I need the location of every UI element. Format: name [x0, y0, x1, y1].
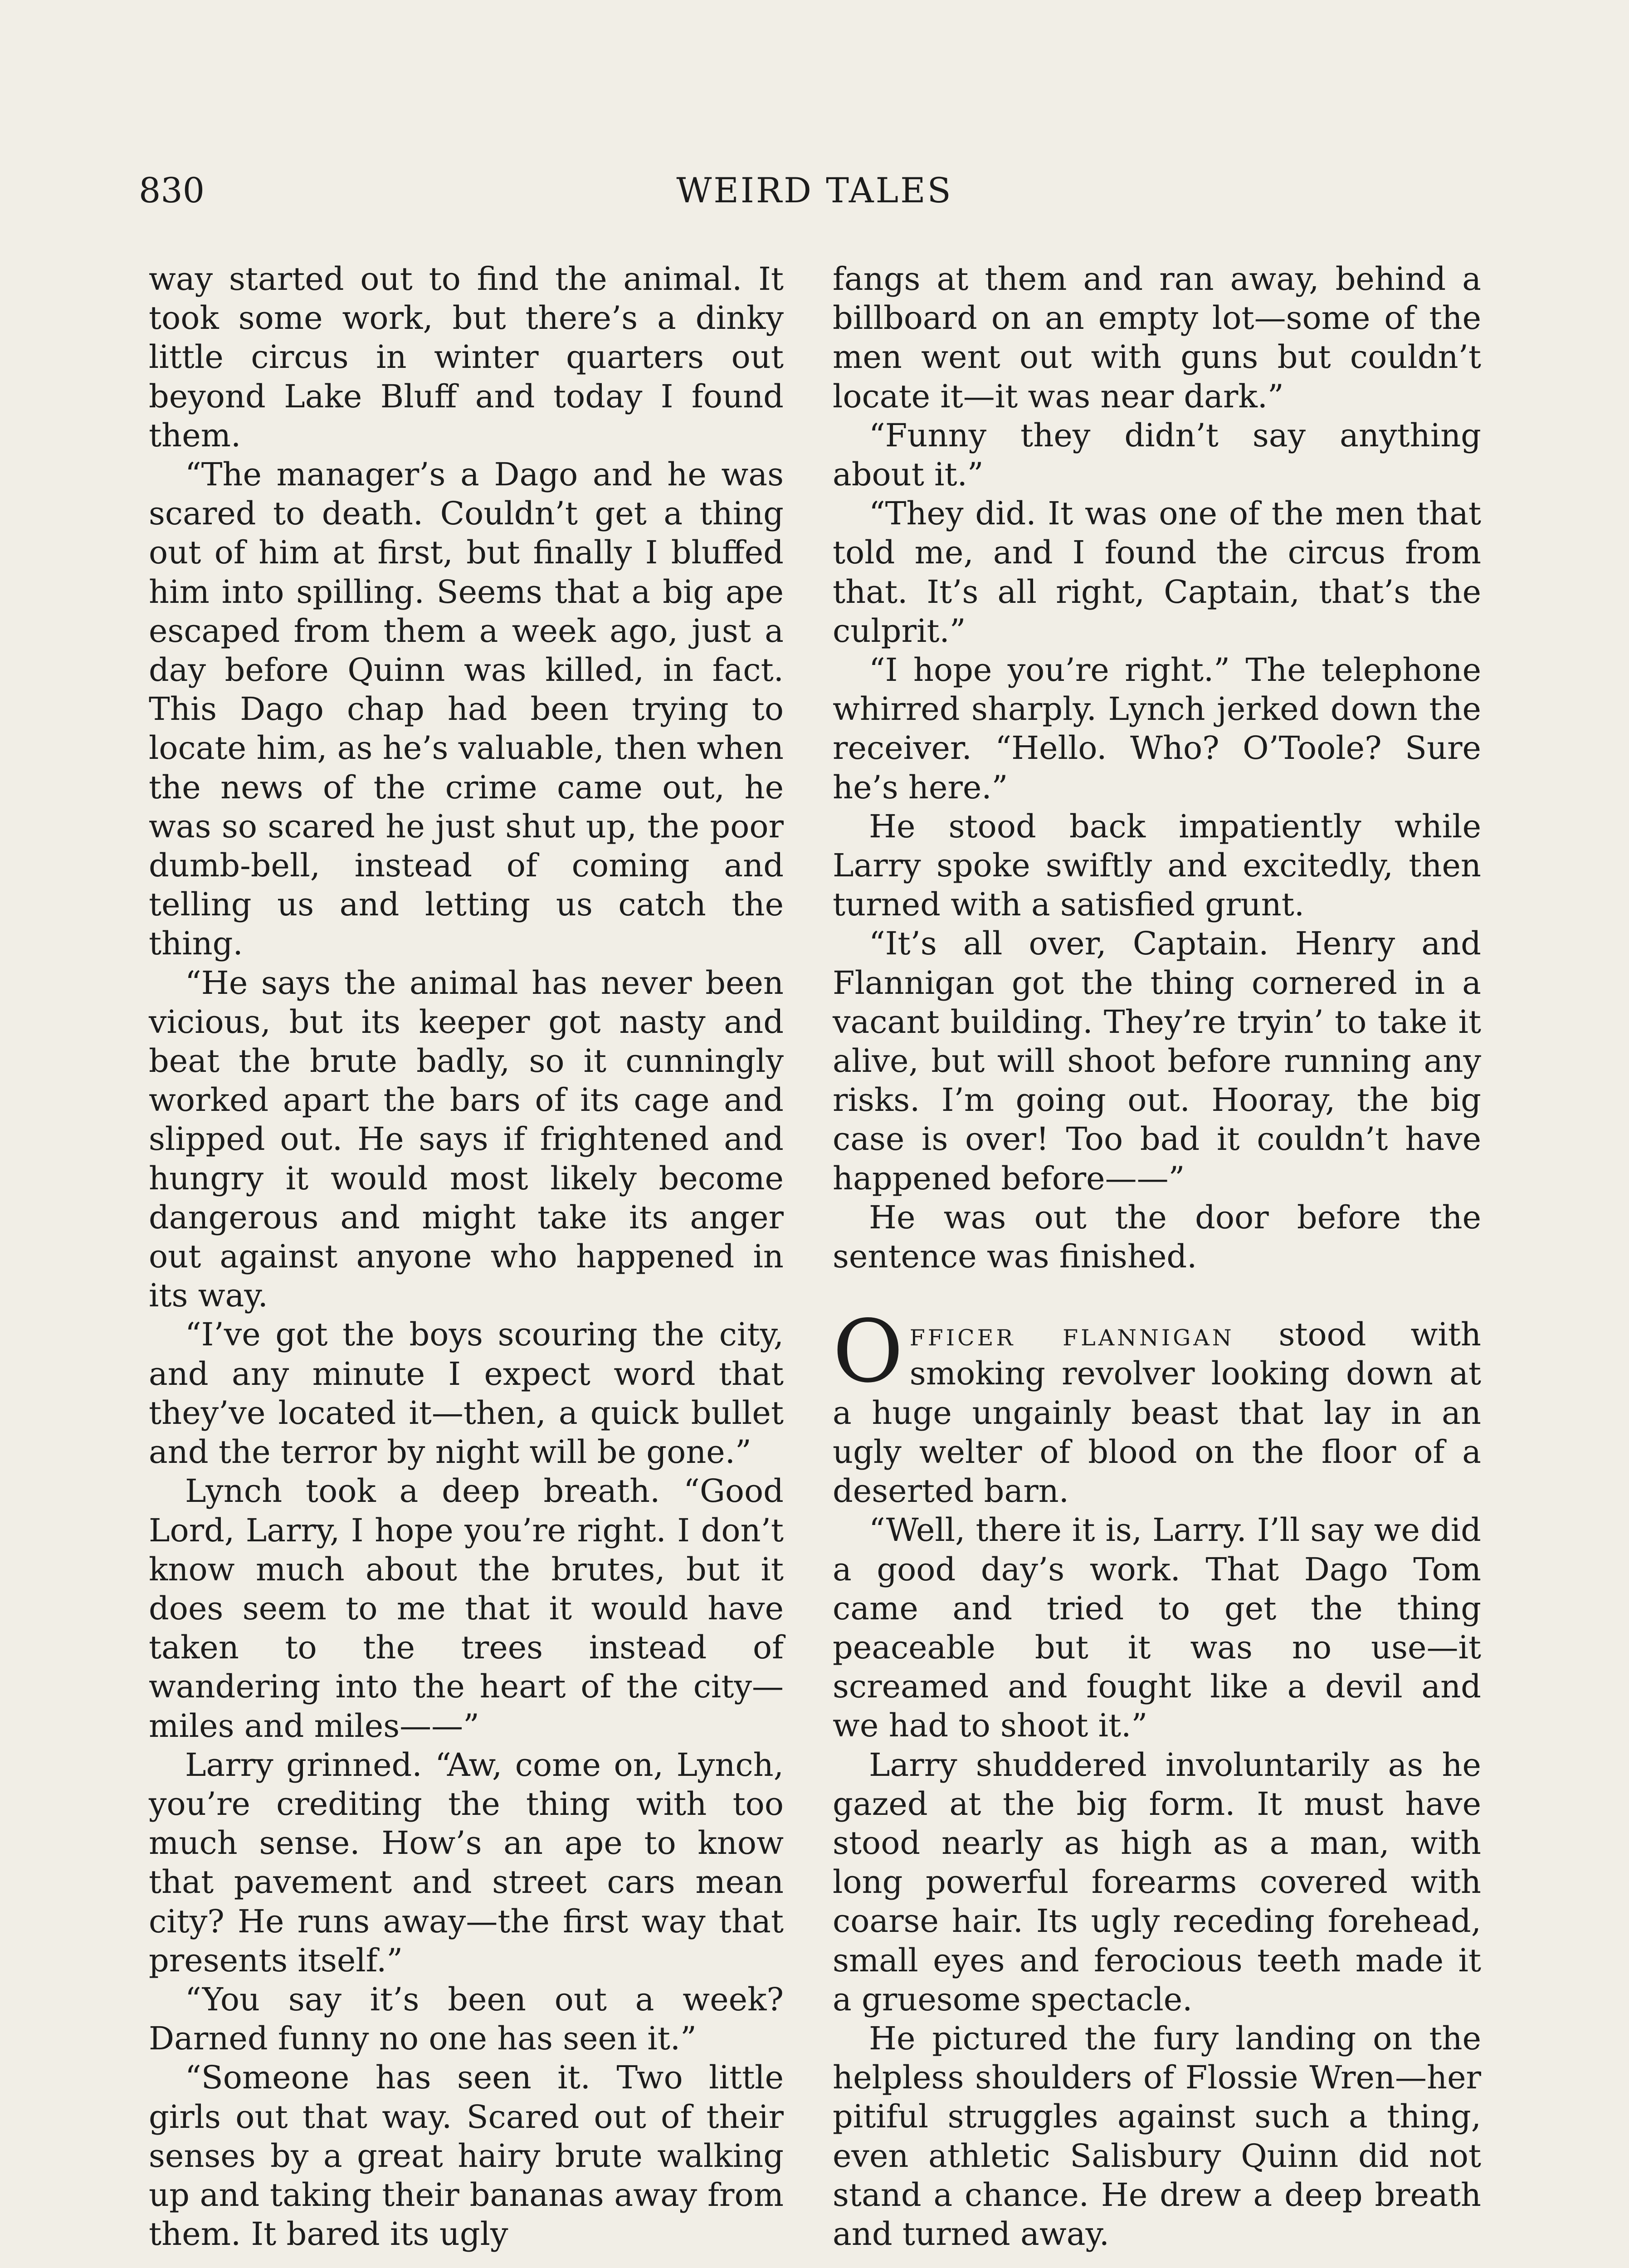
paragraph: He pictured the fury landing on the helpless shoulders of Flossie Wren—her pitiful struggles against such a thing, even athletic Salisbury Quinn did not stand a chance. He drew a deep breath and turned away.	[833, 2019, 1481, 2253]
paragraph: “The manager’s a Dago and he was scared to death. Couldn’t get a thing out of him at first, but finally I bluffed him into spilling. Seems that a big ape escaped from them a week ago, just a day before Quinn was killed, in fact. This Dago chap had been trying to locate him, as he’s valuable, then when the news of the crime came out, he was so scared he just shut up, the poor dumb-bell, instead of coming and telling us and letting us catch the thing.	[149, 456, 784, 963]
page-header	[0, 168, 1629, 213]
small-caps-lead: fficer flannigan	[909, 1316, 1234, 1354]
paragraph: “I’ve got the boys scouring the city, and any minute I expect word that they’ve located it—then, a quick bullet and the terror by night will be gone.”	[149, 1316, 784, 1471]
paragraph: “It’s all over, Captain. Henry and Flannigan got the thing cornered in a vacant building. They’re tryin’ to take it alive, but will shoot before running any risks. I’m going out. Hooray, the big case is over! Too bad it couldn’t have happened before——”	[833, 925, 1481, 1197]
paragraph: “He says the animal has never been vicious, but its keeper got nasty and beat the brute badly, so it cunningly worked apart the bars of its cage and slipped out. He says if frightened and hungry it would most likely become dangerous and might take its anger out against anyone who happened in its way.	[149, 964, 784, 1315]
section-opening-text: stood with smoking revolver looking down at a huge ungainly beast that lay in an ugly welter of blood on the floor of a deserted barn.	[833, 1316, 1481, 1510]
paragraph: Larry grinned. “Aw, come on, Lynch, you’re crediting the thing with too much sense. How’s an ape to know that pavement and street cars mean city? He runs away—the first way that presents itself.”	[149, 1746, 784, 1979]
paragraph: “Well, there it is, Larry. I’ll say we did a good day’s work. That Dago Tom came and tried to get the thing peaceable but it was no use—it screamed and fought like a devil and we had to shoot it.”	[833, 1511, 1481, 1745]
paragraph: “Someone has seen it. Two little girls out that way. Scared out of their senses by a great hairy brute walking up and taking their bananas away from them. It bared its ugly	[149, 2059, 784, 2253]
left-column	[149, 259, 784, 2253]
right-column	[833, 259, 1481, 2253]
page-number: 830	[139, 170, 205, 210]
paragraph: He stood back impatiently while Larry spoke swiftly and excitedly, then turned with a satisfied grunt.	[833, 807, 1481, 924]
magazine-title: WEIRD TALES	[676, 170, 953, 210]
paragraph: way started out to find the animal. It took some work, but there’s a dinky little circus in winter quarters out beyond Lake Bluff and today I found them.	[149, 260, 784, 454]
drop-cap: O	[833, 1301, 903, 1402]
section-opening-paragraph	[833, 1301, 1481, 1510]
paragraph: Lynch took a deep breath. “Good Lord, Larry, I hope you’re right. I don’t know much about the brutes, but it does seem to me that it would have taken to the trees instead of wandering into the heart of the city—miles and miles——”	[149, 1472, 784, 1745]
paragraph: “You say it’s been out a week? Darned funny no one has seen it.”	[149, 1980, 784, 2058]
paragraph: Larry shuddered involuntarily as he gazed at the big form. It must have stood nearly as high as a man, with long powerful forearms covered with coarse hair. Its ugly receding forehead, small eyes and ferocious teeth made it a gruesome spectacle.	[833, 1746, 1481, 2018]
paragraph: fangs at them and ran away, behind a billboard on an empty lot—some of the men went out with guns but couldn’t locate it—it was near dark.”	[833, 260, 1481, 415]
paragraph: “Funny they didn’t say anything about it.”	[833, 416, 1481, 494]
paragraph: “They did. It was one of the men that told me, and I found the circus from that. It’s all right, Captain, that’s the culprit.”	[833, 495, 1481, 650]
paragraph: He was out the door before the sentence was finished.	[833, 1198, 1481, 1276]
paragraph: “I hope you’re right.” The telephone whirred sharply. Lynch jerked down the receiver. “Hello. Who? O’Toole? Sure he’s here.”	[833, 651, 1481, 806]
